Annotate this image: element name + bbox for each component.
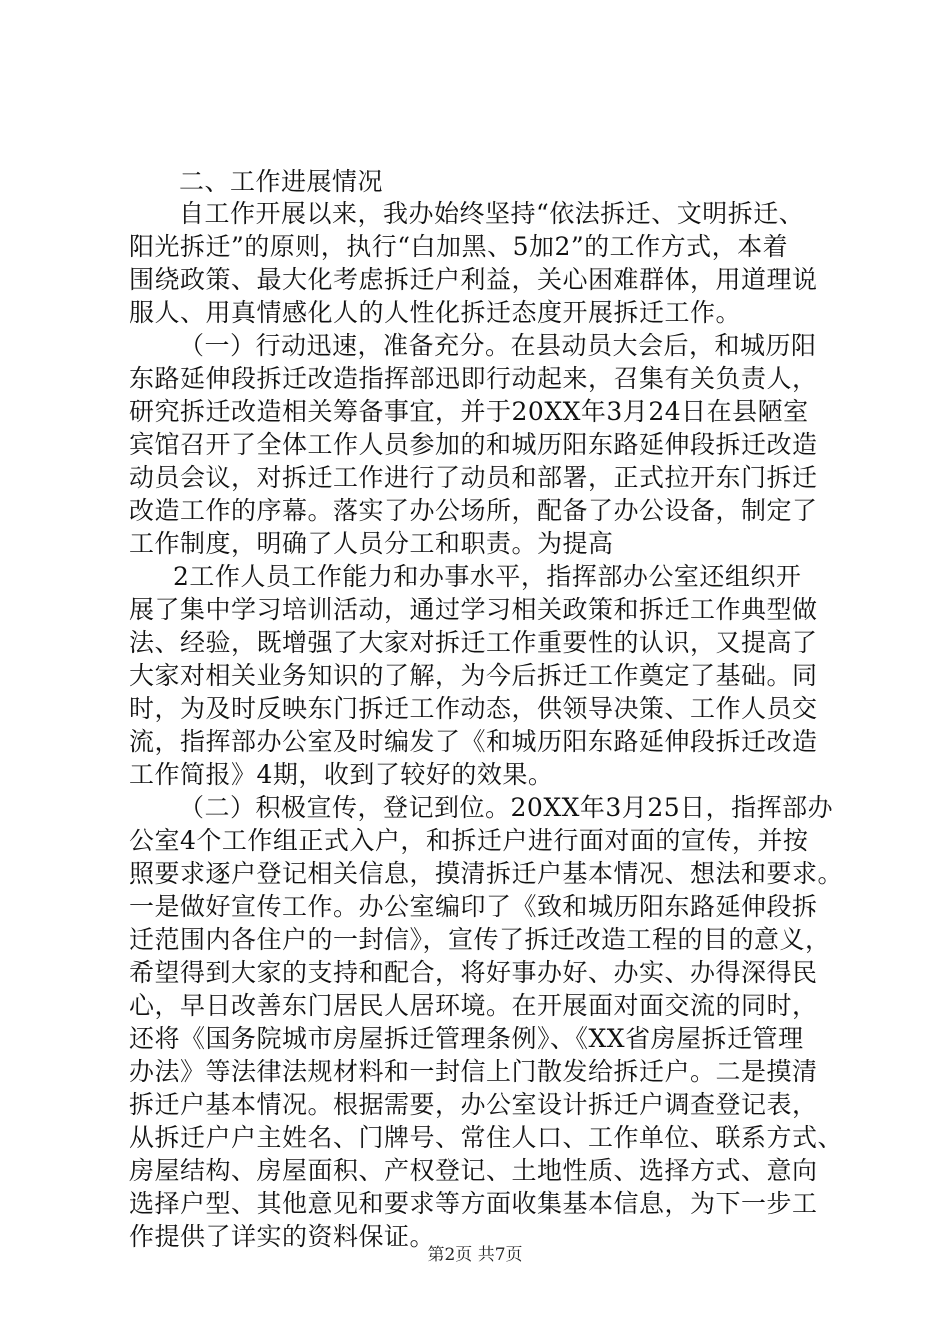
text-line: 工作制度，明确了人员分工和职责。为提高 (129, 529, 614, 558)
text-line: 房屋结构、房屋面积、产权登记、土地性质、选择方式、意向 (129, 1156, 818, 1185)
text-line: 法、经验，既增强了大家对拆迁工作重要性的认识，又提高了 (129, 628, 818, 657)
text-line: 二、工作进展情况 (179, 167, 384, 196)
text-line: 自工作开展以来，我办始终坚持“依法拆迁、文明拆迁、 (179, 199, 805, 228)
text-line: 一是做好宣传工作。办公室编印了《致和城历阳东路延伸段拆 (129, 892, 818, 921)
text-line: 心，早日改善东门居民人居环境。在开展面对面交流的同时， (129, 991, 818, 1020)
text-line: 拆迁户基本情况。根据需要，办公室设计拆迁户调查登记表， (129, 1090, 818, 1119)
text-line: 办法》等法律法规材料和一封信上门散发给拆迁户。二是摸清 (129, 1057, 818, 1086)
text-line: 希望得到大家的支持和配合，将好事办好、办实、办得深得民 (129, 958, 818, 987)
text-line: 动员会议，对拆迁工作进行了动员和部署，正式拉开东门拆迁 (129, 463, 818, 492)
text-line: 2工作人员工作能力和办事水平，指挥部办公室还组织开 (173, 562, 802, 591)
text-line: 作提供了详实的资料保证。 (129, 1222, 436, 1251)
text-line: 时，为及时反映东门拆迁工作动态，供领导决策、工作人员交 (129, 694, 818, 723)
text-line: 照要求逐户登记相关信息，摸清拆迁户基本情况、想法和要求。 (129, 859, 844, 888)
text-line: 宾馆召开了全体工作人员参加的和城历阳东路延伸段拆迁改造 (129, 430, 818, 459)
text-line: 阳光拆迁”的原则，执行“白加黑、5加2”的工作方式，本着 (129, 232, 789, 261)
text-line: 公室4个工作组正式入户，和拆迁户进行面对面的宣传，并按 (129, 826, 809, 855)
text-line: 工作简报》4期，收到了较好的效果。 (129, 760, 554, 789)
text-line: 流，指挥部办公室及时编发了《和城历阳东路延伸段拆迁改造 (129, 727, 818, 756)
text-line: 服人、用真情感化人的人性化拆迁态度开展拆迁工作。 (129, 298, 742, 327)
page-footer: 第2页 共7页 (427, 1245, 523, 1265)
text-line: 改造工作的序幕。落实了办公场所，配备了办公设备，制定了 (129, 496, 818, 525)
text-line: 研究拆迁改造相关筹备事宜，并于20XX年3月24日在县陋室 (129, 397, 809, 426)
text-line: （二）积极宣传，登记到位。20XX年3月25日，指挥部办 (179, 793, 834, 822)
text-line: 选择户型、其他意见和要求等方面收集基本信息，为下一步工 (129, 1189, 818, 1218)
text-line: 大家对相关业务知识的了解，为今后拆迁工作奠定了基础。同 (129, 661, 818, 690)
text-line: 东路延伸段拆迁改造指挥部迅即行动起来，召集有关负责人， (129, 364, 818, 393)
text-line: 从拆迁户户主姓名、门牌号、常住人口、工作单位、联系方式、 (129, 1123, 844, 1152)
text-line: （一）行动迅速，准备充分。在县动员大会后，和城历阳 (179, 331, 817, 360)
text-line: 还将《国务院城市房屋拆迁管理条例》、《XX省房屋拆迁管理 (129, 1024, 804, 1053)
text-line: 围绕政策、最大化考虑拆迁户利益，关心困难群体，用道理说 (129, 265, 818, 294)
text-line: 展了集中学习培训活动，通过学习相关政策和拆迁工作典型做 (129, 595, 818, 624)
text-line: 迁范围内各住户的一封信》，宣传了拆迁改造工程的目的意义， (129, 925, 831, 954)
